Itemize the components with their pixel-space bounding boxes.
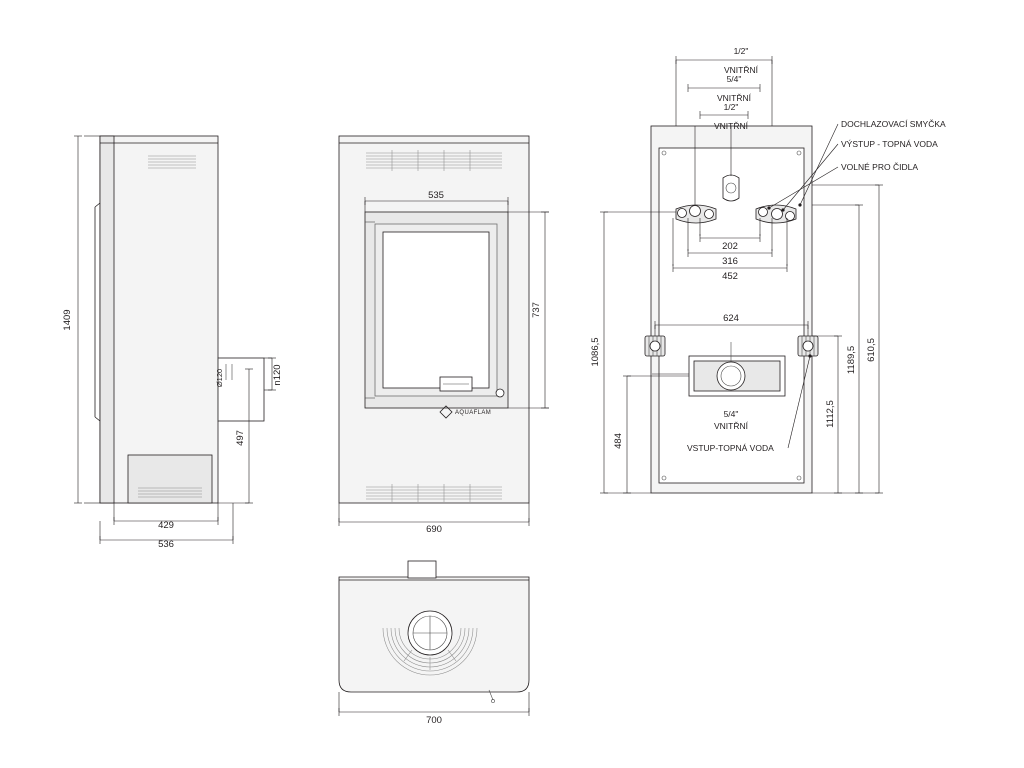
- side-handle-top-link: [95, 203, 100, 207]
- rear-flue-bell: [723, 175, 739, 201]
- callout-inlet-text: VSTUP-TOPNÁ VODA: [687, 443, 774, 453]
- brand-label: AQUAFLAM: [455, 410, 492, 416]
- dim-1189: [812, 185, 883, 493]
- side-rear-strip: [100, 136, 114, 503]
- dim-width-top: [339, 692, 529, 726]
- thread-1-size: 1/2": [733, 46, 749, 56]
- thread-2-size: 5/4": [726, 74, 742, 84]
- rear-right-manifold: [756, 205, 796, 223]
- thread-2-type: VNITŘNÍ: [717, 93, 751, 103]
- thread-4-size: 5/4": [723, 409, 739, 419]
- side-view: [62, 136, 283, 550]
- front-glass-pane: [383, 232, 489, 388]
- dim-1189-label: 610,5: [866, 338, 877, 362]
- dim-484-label: 484: [613, 433, 624, 449]
- dim-height-total: [62, 136, 100, 503]
- dim-height-flue-label: 497: [235, 430, 246, 446]
- rear-port-left-1: [678, 209, 687, 218]
- rear-view: [590, 46, 946, 493]
- side-bottom-box: [128, 455, 212, 503]
- thread-3-size: 1/2": [723, 102, 739, 112]
- dim-202-label: 202: [722, 241, 738, 252]
- dim-452-label: 452: [722, 271, 738, 282]
- top-view: [339, 561, 529, 726]
- rear-port-left-3: [705, 210, 714, 219]
- thread-label-group-1: [676, 46, 772, 126]
- rear-left-coupling: [645, 336, 665, 356]
- dim-1086-label: 1086,5: [590, 337, 601, 367]
- dim-door-width-label: 535: [428, 190, 444, 201]
- dim-door-height-label: 737: [531, 302, 542, 318]
- dim-700-label: 700: [426, 715, 442, 726]
- callout-cooling-loop-text: DOCHLAZOVACÍ SMYČKA: [841, 119, 946, 129]
- dim-depth-total-label: 536: [158, 539, 174, 550]
- thread-3-type: VNITŘNÍ: [714, 121, 748, 131]
- dim-flue-diameter-label: n120: [272, 364, 283, 386]
- dim-flue-small-label: Ø120: [215, 368, 224, 388]
- dim-1112: [812, 205, 863, 493]
- front-latch-knob: [496, 389, 504, 397]
- dim-width-total: [339, 503, 529, 535]
- dim-width-total-label: 690: [426, 524, 442, 535]
- rear-port-left-2: [690, 206, 701, 217]
- side-handle-bottom-link: [95, 417, 100, 421]
- thread-1-type: VNITŘNÍ: [724, 65, 758, 75]
- top-flue-stub: [408, 561, 436, 578]
- rear-right-coupling: [798, 336, 818, 356]
- thread-4-type: VNITŘNÍ: [714, 421, 748, 431]
- callout-outlet-text: VÝSTUP - TOPNÁ VODA: [841, 139, 938, 149]
- side-body-outline: [100, 136, 218, 503]
- rear-right-coupling-bore: [803, 341, 813, 351]
- rear-left-manifold: [676, 205, 716, 223]
- front-view: [339, 136, 549, 535]
- thread-label-group-2: [688, 74, 760, 103]
- rear-port-right-2: [772, 209, 783, 220]
- dim-depth-body-label: 429: [158, 520, 174, 531]
- dim-1112-label: 1189,5: [846, 345, 857, 375]
- rear-port-right-1: [759, 208, 768, 217]
- rear-left-coupling-bore: [650, 341, 660, 351]
- dim-610-label: 1112,5: [825, 400, 836, 428]
- side-flue-collar: [218, 358, 264, 421]
- callout-sensors-text: VOLNÉ PRO ČIDLA: [841, 162, 918, 172]
- dim-624-label: 624: [723, 313, 739, 324]
- dim-610: [812, 336, 842, 493]
- dim-316-label: 316: [722, 256, 738, 267]
- dim-depth-body: [114, 503, 218, 531]
- dim-height-total-label: 1409: [62, 309, 73, 331]
